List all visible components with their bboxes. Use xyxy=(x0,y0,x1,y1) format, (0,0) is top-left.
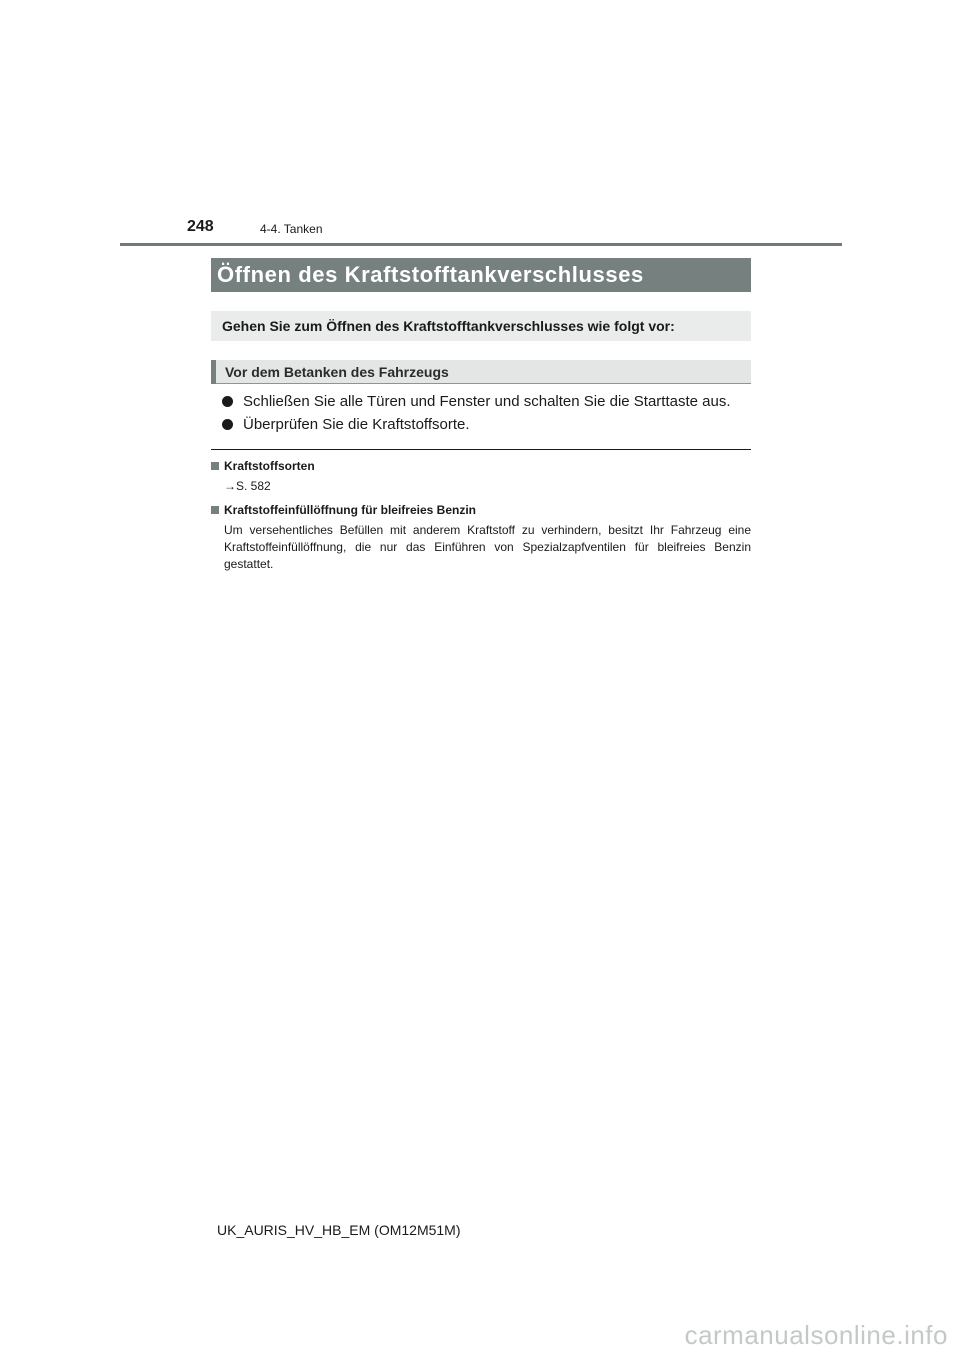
list-item xyxy=(220,390,750,412)
bullet-list xyxy=(220,390,750,436)
page-number: 248 xyxy=(187,218,214,235)
list-item xyxy=(220,413,750,435)
info-note-heading xyxy=(211,458,751,474)
intro-text: Gehen Sie zum Öffnen des Kraftstofftankverschlusses wie folgt vor: xyxy=(222,318,675,334)
bullet-dot-icon xyxy=(222,396,233,407)
header-rule xyxy=(120,243,842,246)
square-bullet-icon xyxy=(211,462,219,470)
info-note-text: Um versehentliches Befüllen mit anderem Kraftstoff zu verhindern, besitzt Ihr Fahrzeug eine Kraftstoffeinfüllöffnung, die nur das Einführen von Spezialzapfventilen für bleifreies Benzin gestattet. xyxy=(224,523,751,571)
intro-box xyxy=(211,311,751,341)
page-cross-reference[interactable]: →S. 582 xyxy=(224,479,271,493)
info-note-heading xyxy=(211,502,751,518)
bullet-dot-icon xyxy=(222,419,233,430)
watermark: carmanualsonline.info xyxy=(684,1320,948,1350)
square-bullet-icon xyxy=(211,506,219,514)
section-divider xyxy=(211,449,751,450)
info-note-title: Kraftstoffeinfüllöffnung für bleifreies Benzin xyxy=(224,503,476,517)
list-item-text: Überprüfen Sie die Kraftstoffsorte. xyxy=(243,415,470,433)
info-note-filler-opening xyxy=(211,502,751,573)
page-title: Öffnen des Kraftstofftankverschlusses xyxy=(217,262,644,287)
subsection-heading-bar xyxy=(211,360,751,384)
page-title-bar xyxy=(211,258,751,292)
document-code: UK_AURIS_HV_HB_EM (OM12M51M) xyxy=(217,1222,461,1238)
subsection-heading: Vor dem Betanken des Fahrzeugs xyxy=(225,363,449,380)
section-reference: 4-4. Tanken xyxy=(260,222,323,236)
info-note-fuel-types xyxy=(211,458,751,495)
info-note-title: Kraftstoffsorten xyxy=(224,459,315,473)
list-item-text: Schließen Sie alle Türen und Fenster und schalten Sie die Starttaste aus. xyxy=(243,392,731,410)
subsection-marker xyxy=(211,360,216,384)
